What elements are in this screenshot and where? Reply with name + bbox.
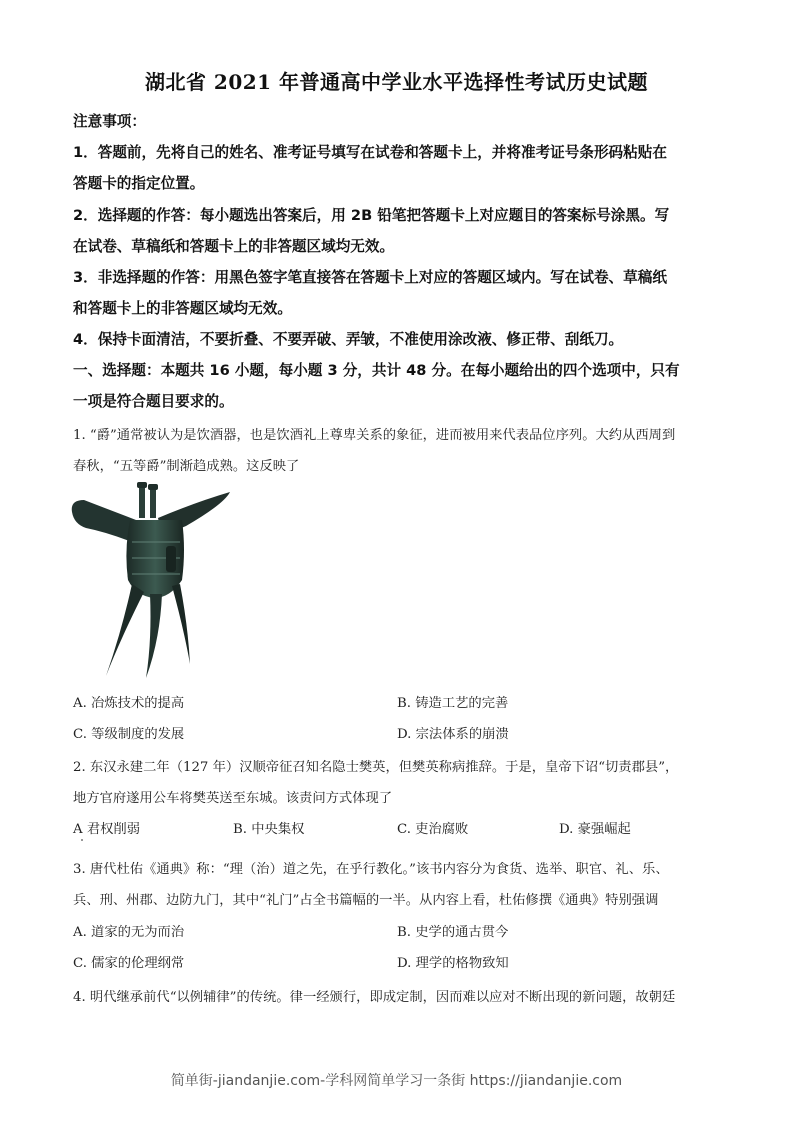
notice-line: 2．选择题的作答：每小题选出答案后，用 2B 铅笔把答题卡上对应题目的答案标号涂黑。写 — [73, 207, 670, 224]
notice-heading: 注意事项： — [73, 113, 146, 130]
notice-line: 3．非选择题的作答：用黑色签字笔直接答在答题卡上对应的答题区域内。写在试卷、草稿纸 — [73, 269, 667, 286]
question-2-stem: 地方官府遂用公车将樊英送至东城。该责问方式体现了 — [73, 791, 393, 806]
question-3-option-c: C. 儒家的伦理纲常 — [73, 956, 185, 971]
notice-line: 1．答题前，先将自己的姓名、准考证号填写在试卷和答题卡上，并将准考证号条形码粘贴在 — [73, 144, 667, 161]
question-1-option-b: B. 铸造工艺的完善 — [397, 696, 509, 711]
question-3-option-d: D. 理学的格物致知 — [397, 956, 509, 971]
question-2-option-a: A 君权削弱 — [73, 822, 141, 837]
question-3-stem: 3. 唐代杜佑《通典》称：“理（治）道之先，在乎行教化。”该书内容分为食货、选举、职官、礼、乐、 — [73, 862, 669, 877]
notice-line: 和答题卡上的非答题区域均无效。 — [73, 300, 292, 317]
question-1-stem: 春秋，“五等爵”制渐趋成熟。这反映了 — [73, 459, 300, 474]
notice-line: 在试卷、草稿纸和答题卡上的非答题区域均无效。 — [73, 238, 395, 255]
question-1-option-d: D. 宗法体系的崩溃 — [397, 727, 509, 742]
bronze-jue-vessel-image — [66, 480, 236, 680]
question-3-option-b: B. 史学的通古贯今 — [397, 925, 509, 940]
question-3-stem: 兵、刑、州郡、边防九门，其中“礼门”占全书篇幅的一半。从内容上看，杜佑修撰《通典》特别强调 — [73, 893, 659, 908]
section-instruction: 一、选择题：本题共 16 小题，每小题 3 分，共计 48 分。在每小题给出的四个选项中，只有 — [73, 362, 680, 379]
page-title: 湖北省 2021 年普通高中学业水平选择性考试历史试题 — [144, 70, 649, 94]
question-1-stem: 1. “爵”通常被认为是饮酒器，也是饮酒礼上尊卑关系的象征，进而被用来代表品位序列。大约从西周到 — [73, 428, 676, 443]
question-3-option-a: A. 道家的无为而治 — [73, 925, 185, 940]
question-2-stem: 2. 东汉永建二年（127 年）汉顺帝征召知名隐士樊英，但樊英称病推辞。于是，皇帝下诏“切责郡县”， — [73, 760, 679, 775]
question-2-option-d: D. 豪强崛起 — [559, 822, 631, 837]
section-instruction: 一项是符合题目要求的。 — [73, 393, 234, 410]
stray-mark — [81, 839, 83, 841]
question-2-option-c: C. 吏治腐败 — [397, 822, 469, 837]
question-1-option-c: C. 等级制度的发展 — [73, 727, 185, 742]
question-1-option-a: A. 冶炼技术的提高 — [73, 696, 185, 711]
notice-line: 4．保持卡面清洁，不要折叠、不要弄破、弄皱，不准使用涂改液、修正带、刮纸刀。 — [73, 331, 624, 348]
notice-line: 答题卡的指定位置。 — [73, 175, 205, 192]
question-2-option-b: B. 中央集权 — [233, 822, 305, 837]
footer-watermark: 简单街-jiandanjie.com-学科网简单学习一条街 https://jiandanjie.com — [170, 1073, 623, 1089]
question-4-stem: 4. 明代继承前代“以例辅律”的传统。律一经颁行，即成定制，因而难以应对不断出现的新问题，故朝廷 — [73, 990, 676, 1005]
